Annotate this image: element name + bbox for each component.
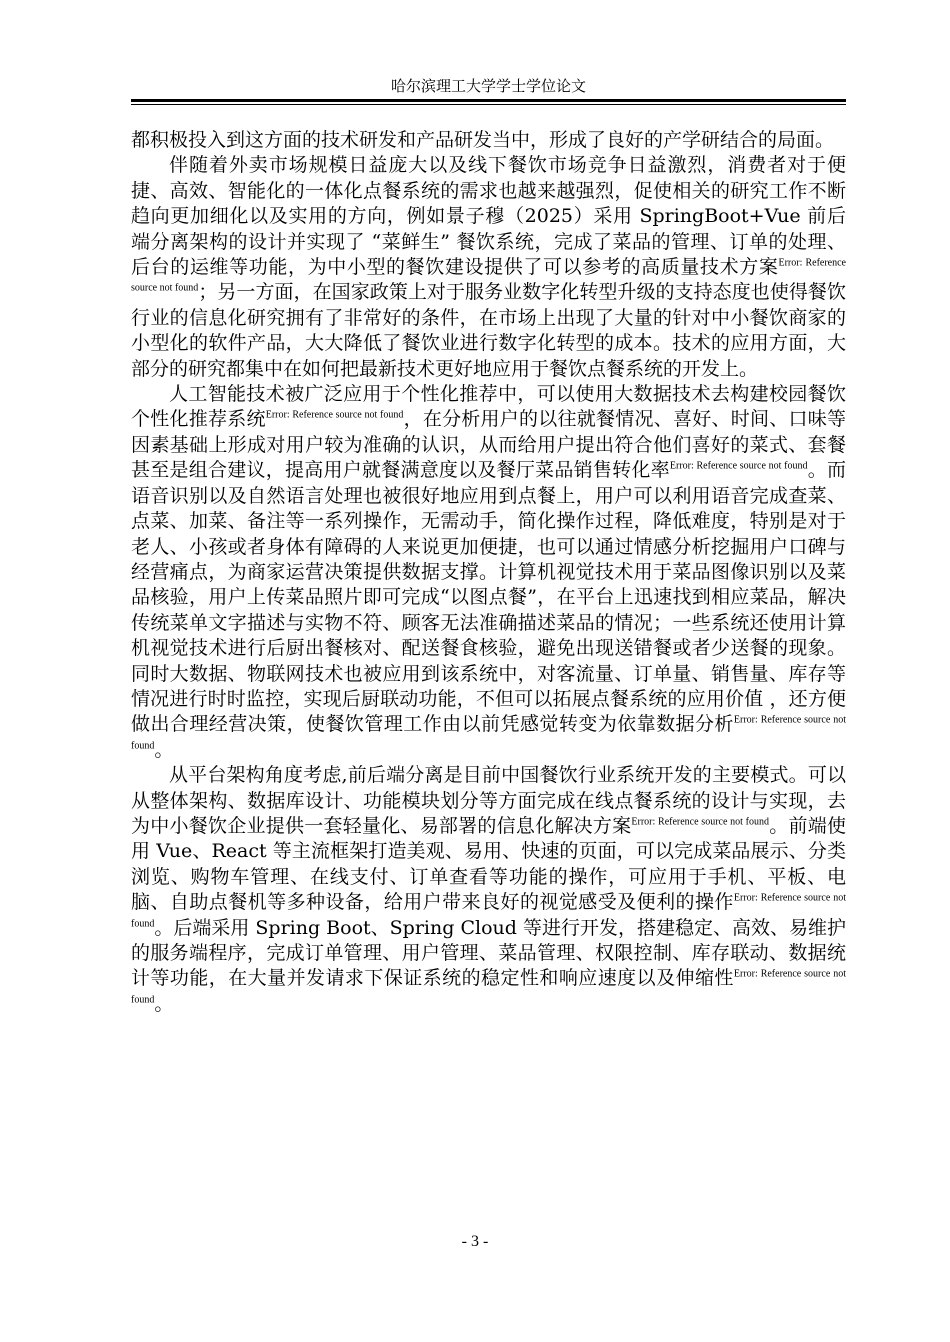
running-header: 哈尔滨理工大学学士学位论文 [390,77,586,95]
paragraph-text: 。而语音识别以及自然语言处理也被很好地应用到点餐上，用户可以利用语音完成查菜、点菜、加菜、备注等一系列操作，无需动手，简化操作过程，降低难度，特别是对于老人、小孩或者身体有障碍的人来说更加便捷，也可以通过情感分析挖掘用户口碑与经营痛点，为商家运营决策提供数据支撑。计算机视觉技术用于菜品图像识别以及菜品核验，用户上传菜品照片即可完成“以图点餐”，在平台上迅速找到相应菜品，解决传统菜单文字描述与实物不符、顾客无法准确描述菜品的情况；一些系统还使用计算机视觉技术进行后厨出餐核对、配送餐食核验，避免出现送错餐或者少送餐的现象。同时大数据、物联网技术也被应用到该系统中，对客流量、订单量、销售量、库存等情况进行时时监控，实现后厨联动功能，不但可以拓展点餐系统的应用价值 ，还方便做出合理经营决策，使餐饮管理工作由以前凭感觉转变为依靠数据分析 [131,459,846,736]
citation-error-marker: Error: Reference source not found [131,969,846,1006]
citation-error-marker: Error: Reference source not found [631,816,769,828]
paragraph-text: 人工智能技术被广泛应用于个性化推荐中，可以使用大数据技术去构建校园餐饮个性化推荐系统 [131,383,846,431]
paragraph-text: 。后端采用 Spring Boot、Spring Cloud 等进行开发，搭建稳定、高效、易维护的服务端程序，完成订单管理、用户管理、菜品管理、权限控制、库存联动、数据统计等功能，在大量并发请求下保证系统的稳定性和响应速度以及伸缩性 [131,916,846,990]
body-paragraph [131,128,846,153]
paragraph-text: 。前端使用 Vue、React 等主流框架打造美观、易用、快速的页面，可以完成菜品展示、分类浏览、购物车管理、在线支付、订单查看等功能的操作，可应用于手机、平板、电脑、自助点餐机等多种设备，给用户带来良好的视觉感受及便利的操作 [131,814,846,914]
header-rule-thick [131,99,846,102]
paragraph-text: 。 [154,992,174,1015]
paragraph-text: ，在分析用户的以往就餐情况、喜好、时间、口味等因素基础上形成对用户较为准确的认识，从而给用户提出符合他们喜好的菜式、套餐甚至是组合建议，提高用户就餐满意度以及餐厅菜品销售转化率 [131,408,846,482]
citation-error-marker: Error: Reference source not found [669,460,808,472]
citation-error-marker: Error: Reference source not found [265,410,404,422]
paragraph-text: 。 [154,738,174,761]
body-paragraph [131,382,846,763]
body-paragraph [131,153,846,382]
paragraph-text: 从平台架构角度考虑,前后端分离是目前中国餐饮行业系统开发的主要模式。可以从整体架构、数据库设计、功能模块划分等方面完成在线点餐系统的设计与实现，去为中小餐饮企业提供一套轻量化、易部署的信息化解决方案 [131,764,846,837]
page-number: - 3 - [461,1233,489,1250]
citation-error-marker: Error: Reference source not found [131,715,846,752]
body-paragraph [131,763,846,1017]
paragraph-text: 都积极投入到这方面的技术研发和产品研发当中，形成了良好的产学研结合的局面。 [131,129,835,151]
citation-error-marker: Error: Reference source not found [131,257,846,295]
paragraph-text: ；另一方面，在国家政策上对于服务业数字化转型升级的支持态度也使得餐饮行业的信息化研究拥有了非常好的条件，在市场上出现了大量的针对中小餐饮商家的小型化的软件产品，大大降低了餐饮业进行数字化转型的成本。技术的应用方面，大部分的研究都集中在如何把最新技术更好地应用于餐饮点餐系统的开发上。 [131,281,846,380]
paragraph-text: 伴随着外卖市场规模日益庞大以及线下餐饮市场竞争日益激烈，消费者对于便捷、高效、智能化的一体化点餐系统的需求也越来越强烈，促使相关的研究工作不断趋向更加细化以及实用的方向，例如景子穆（2025）采用 SpringBoot+Vue 前后端分离架构的设计并实现了 “菜鲜生” 餐饮系统，完成了菜品的管理、订单的处理、后台的运维等功能，为中小型的餐饮建设提供了可以参考的高质量技术方案 [131,154,846,279]
citation-error-marker: Error: Reference source not found [131,892,846,930]
header-rule-thin [131,104,846,105]
body-text [131,128,846,1017]
